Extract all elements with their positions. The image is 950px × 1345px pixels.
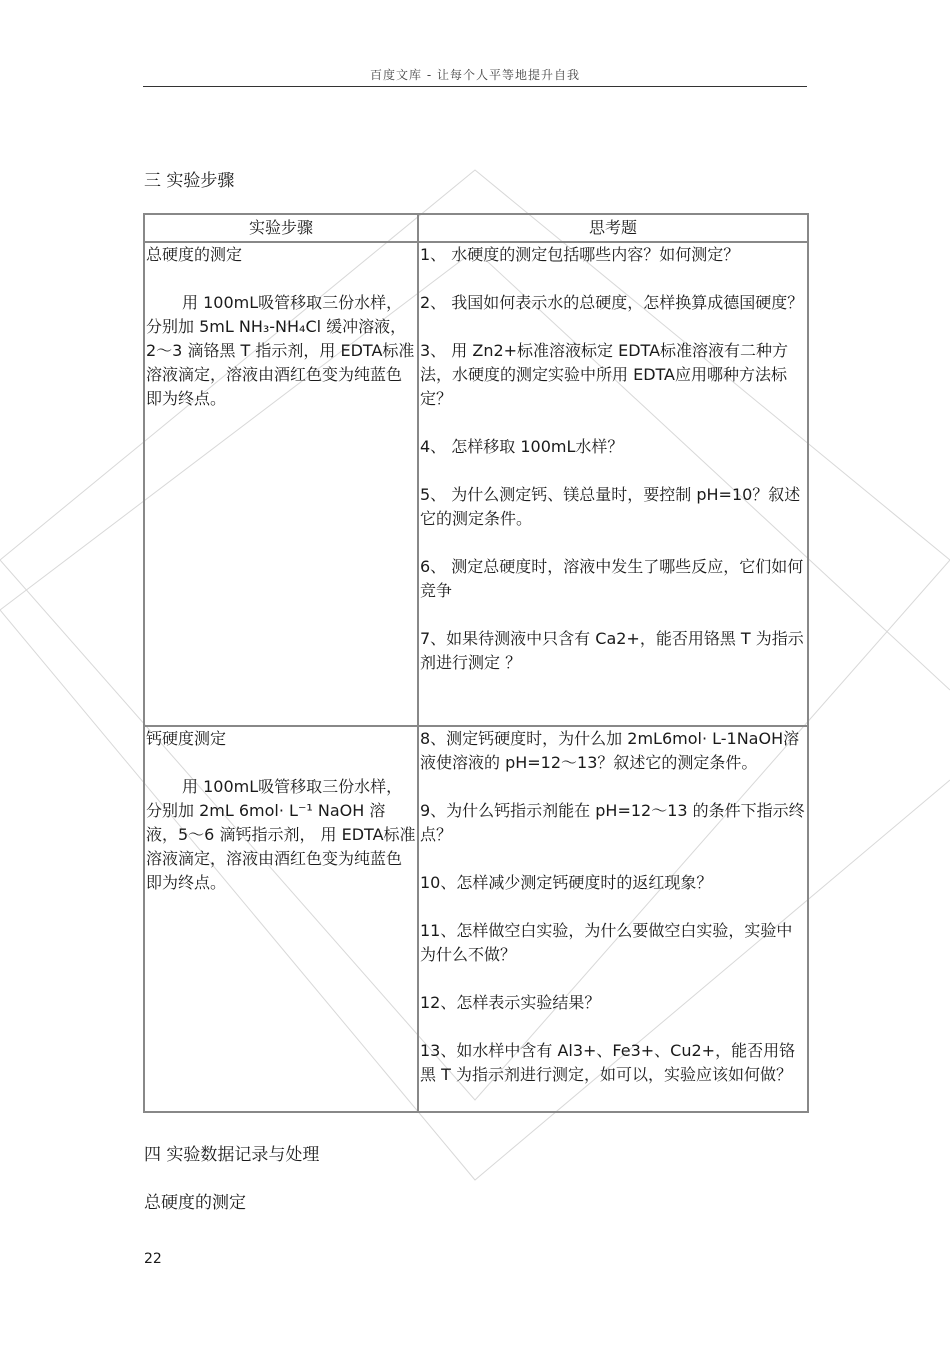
step-description: 用 100mL吸管移取三份水样，分别加 2mL 6mol· L⁻¹ NaOH 溶液，5～6 滴钙指示剂， 用 EDTA标准溶液滴定，溶液由酒红色变为纯蓝色即为终点。 (146, 777, 416, 892)
step-cell (144, 726, 418, 1112)
column-header-steps: 实验步骤 (144, 214, 418, 242)
page-number: 22 (144, 1251, 162, 1267)
question-item: 13、如水样中含有 Al3+、Fe3+、Cu2+，能否用铬黑 T 为指示剂进行测定，如可以，实验应该如何做？ (420, 1041, 796, 1084)
column-header-questions: 思考题 (418, 214, 808, 242)
question-item: 9、为什么钙指示剂能在 pH=12～13 的条件下指示终点？ (420, 801, 805, 844)
subsection-heading: 总硬度的测定 (144, 1193, 246, 1213)
section-heading-data: 四 实验数据记录与处理 (144, 1145, 320, 1165)
step-title: 总硬度的测定 (146, 245, 243, 264)
question-item: 3、 用 Zn2+标准溶液标定 EDTA标准溶液有二种方法，水硬度的测定实验中所用 EDTA应用哪种方法标定？ (420, 341, 789, 408)
question-item: 8、测定钙硬度时，为什么加 2mL6mol· L-1NaOH溶液使溶液的 pH=12～13？叙述它的测定条件。 (420, 729, 800, 772)
question-item: 7、如果待测液中只含有 Ca2+，能否用铬黑 T 为指示剂进行测定 ？ (420, 629, 804, 672)
table-header-row (144, 214, 808, 242)
question-item: 2、 我国如何表示水的总硬度，怎样换算成德国硬度？ (420, 293, 804, 312)
question-item: 1、 水硬度的测定包括哪些内容？如何测定？ (420, 245, 740, 264)
section-heading-steps: 三 实验步骤 (144, 171, 235, 191)
questions-cell (418, 726, 808, 1112)
header-divider (143, 86, 807, 87)
step-title: 钙硬度测定 (146, 729, 227, 748)
question-item: 4、 怎样移取 100mL水样？ (420, 437, 624, 456)
step-cell (144, 242, 418, 726)
table-row (144, 242, 808, 726)
table-row (144, 726, 808, 1112)
step-description: 用 100mL吸管移取三份水样，分别加 5mL NH₃-NH₄Cl 缓冲溶液，2～3 滴铬黑 T 指示剂，用 EDTA标准溶液滴定，溶液由酒红色变为纯蓝色即为终点。 (146, 293, 415, 408)
experiment-table (143, 213, 809, 1113)
page-header: 百度文库 - 让每个人平等地提升自我 (370, 68, 580, 82)
question-item: 5、 为什么测定钙、镁总量时，要控制 pH=10？叙述它的测定条件。 (420, 485, 801, 528)
question-item: 11、怎样做空白实验，为什么要做空白实验，实验中为什么不做？ (420, 921, 793, 964)
question-item: 10、怎样减少测定钙硬度时的返红现象？ (420, 873, 713, 892)
question-item: 6、 测定总硬度时，溶液中发生了哪些反应，它们如何竞争 (420, 557, 804, 600)
question-item: 12、怎样表示实验结果？ (420, 993, 601, 1012)
questions-cell (418, 242, 808, 726)
